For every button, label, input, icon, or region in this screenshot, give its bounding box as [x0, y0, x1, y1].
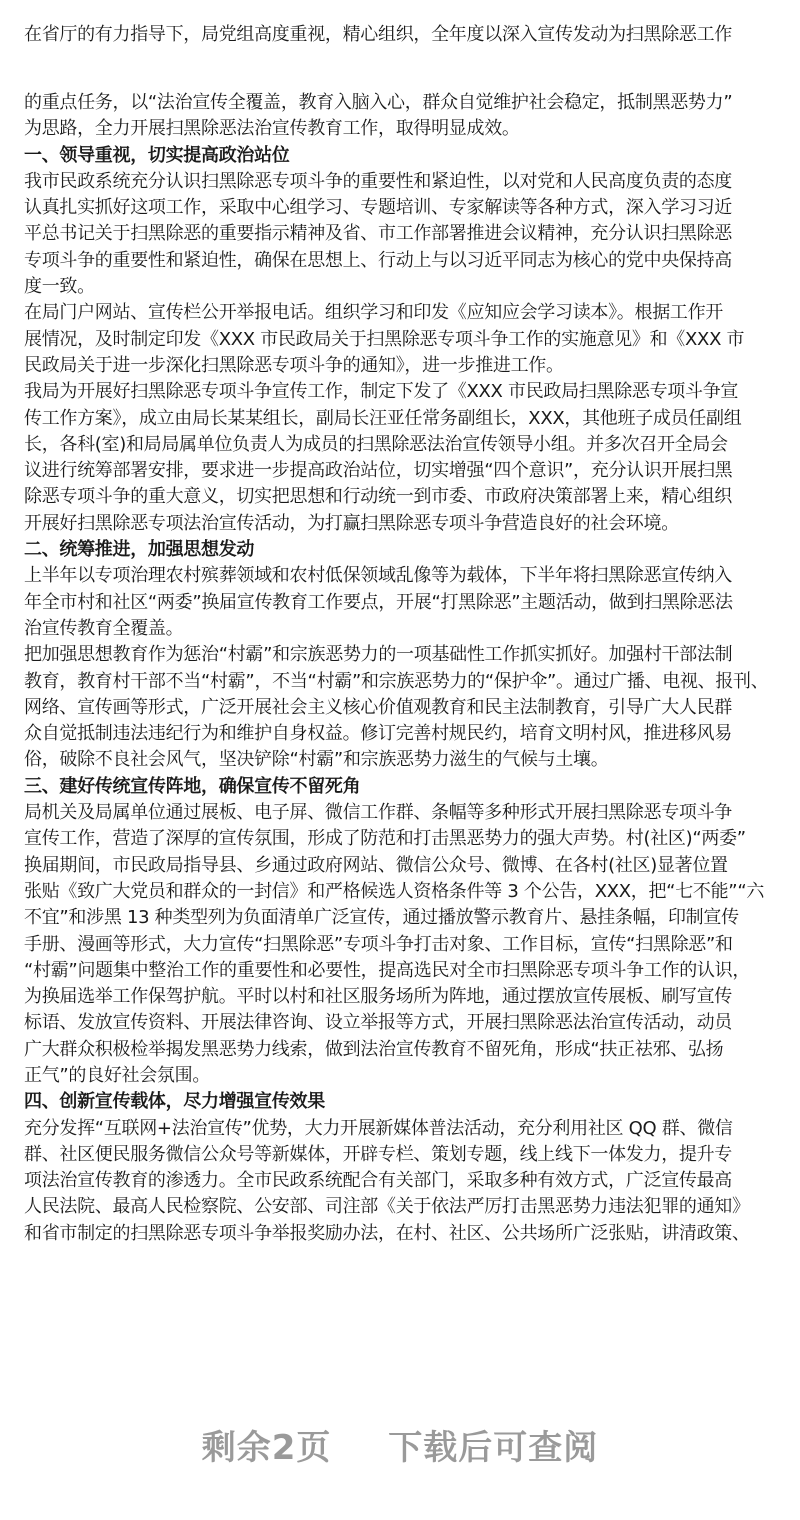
- paragraph: [0, 300, 768, 379]
- text-line: 我局为开展好扫黑除恶专项斗争宣传工作，制定下发了《XXX 市民政局扫黑除恶专项斗争宣: [24, 381, 739, 403]
- section-heading: [0, 774, 768, 800]
- text-line: 张贴《致广大党员和群众的一封信》和严格候选人资格条件等 3 个公告，XXX，把“七不能”“六: [24, 880, 765, 902]
- text-line: 不宜”和涉黑 13 种类型列为负面清单广泛宣传，通过播放警示教育片、悬挂条幅，印制宣传: [24, 907, 739, 929]
- text-line: 项法治宣传教育的渗透力。全市民政系统配合有关部门，采取多种有效方式，广泛宣传最高: [24, 1170, 732, 1192]
- text-line: 宣传工作，营造了深厚的宣传氛围，形成了防范和打击黑恶势力的强大声势。村(社区)“两委”: [24, 828, 746, 850]
- text-line: 在省厅的有力指导下，局党组高度重视，精心组织，全年度以深入宣传发动为扫黑除恶工作: [24, 24, 732, 45]
- text-line: 平总书记关于扫黑除恶的重要指示精神及省、市工作部署推进会议精神，充分认识扫黑除恶: [24, 223, 732, 245]
- heading-text: 四、创新宣传载体，尽力增强宣传效果: [24, 1091, 325, 1113]
- paragraph: [0, 642, 768, 773]
- text-line: 人民法院、最高人民检察院、公安部、司注部《关于依法严厉打击黑恶势力违法犯罪的通知》: [24, 1196, 750, 1218]
- text-line: 标语、发放宣传资料、开展法律咨询、设立举报等方式，开展扫黑除恶法治宣传活动，动员: [24, 1012, 732, 1034]
- download-prompt[interactable]: 下载后可查阅: [388, 1428, 599, 1468]
- text-line: 网络、宣传画等形式，广泛开展社会主义核心价值观教育和民主法制教育，引导广大人民群: [24, 696, 732, 718]
- text-line: 为换届选举工作保驾护航。平时以村和社区服务场所为阵地，通过摆放宣传展板、刷写宣传: [24, 986, 732, 1008]
- text-line: 众自觉抵制违法违纪行为和维护自身权益。修订完善村规民约，培育文明村风，推进移风易: [24, 723, 732, 745]
- remaining-pages-label: 剩余2页: [201, 1428, 332, 1468]
- preview-footer[interactable]: [0, 1420, 800, 1469]
- text-line: 民政局关于进一步深化扫黑除恶专项斗争的通知》，进一步推进工作。: [24, 354, 564, 376]
- text-line: 俗，破除不良社会风气，坚决铲除“村霸”和宗族恶势力滋生的气候与土壤。: [24, 749, 609, 771]
- document-body: [0, 90, 768, 1247]
- text-line: 为思路，全力开展扫黑除恶法治宣传教育工作，取得明显成效。: [24, 118, 520, 140]
- text-line: 手册、漫画等形式，大力宣传“扫黑除恶”专项斗争打击对象、工作目标，宣传“扫黑除恶”和: [24, 933, 733, 955]
- section-heading: [0, 143, 768, 169]
- text-line: 开展好扫黑除恶专项法治宣传活动，为打赢扫黑除恶专项斗争营造良好的社会环境。: [24, 512, 679, 534]
- text-line: 我市民政系统充分认识扫黑除恶专项斗争的重要性和紧迫性，以对党和人民高度负责的态度: [24, 170, 732, 192]
- section-heading: [0, 537, 768, 563]
- top-fragment: [0, 22, 732, 48]
- text-line: 认真扎实抓好这项工作，采取中心组学习、专题培训、专家解读等各种方式，深入学习习近: [24, 197, 732, 219]
- text-line: 年全市村和社区“两委”换届宣传教育工作要点，开展“打黑除恶”主题活动，做到扫黑除恶法: [24, 591, 733, 613]
- section-heading: [0, 1089, 768, 1115]
- text-line: 广大群众积极检举揭发黑恶势力线索，做到法治宣传教育不留死角，形成“扶正祛邪、弘扬: [24, 1038, 724, 1060]
- paragraph: [0, 800, 768, 1089]
- text-line: 治宣传教育全覆盖。: [24, 617, 184, 639]
- text-line: 除恶专项斗争的重大意义，切实把思想和行动统一到市委、市政府决策部署上来，精心组织: [24, 486, 732, 508]
- paragraph: [0, 169, 768, 300]
- heading-text: 一、领导重视，切实提高政治站位: [24, 144, 290, 166]
- text-line: 度一致。: [24, 276, 95, 298]
- text-line: 群、社区便民服务微信公众号等新媒体，开辟专栏、策划专题，线上线下一体发力，提升专: [24, 1143, 732, 1165]
- text-line: 在局门户网站、宣传栏公开举报电话。组织学习和印发《应知应会学习读本》。根据工作开: [24, 302, 723, 324]
- text-line: 传工作方案》，成立由局长某某组长，副局长汪亚任常务副组长，XXX，其他班子成员任副组: [24, 407, 742, 429]
- text-line: 换届期间，市民政局指导县、乡通过政府网站、微信公众号、微博、在各村(社区)显著位置: [24, 854, 728, 876]
- text-line: 上半年以专项治理农村殡葬领域和农村低保领域乱像等为载体，下半年将扫黑除恶宣传纳入: [24, 565, 732, 587]
- text-line: 局机关及局属单位通过展板、电子屏、微信工作群、条幅等多种形式开展扫黑除恶专项斗争: [24, 802, 732, 824]
- text-line: 把加强思想教育作为惩治“村霸”和宗族恶势力的一项基础性工作抓实抓好。加强村干部法制: [24, 644, 733, 666]
- text-line: 和省市制定的扫黑除恶专项斗争举报奖励办法，在村、社区、公共场所广泛张贴，讲清政策、: [24, 1222, 750, 1244]
- heading-text: 二、统筹推进，加强思想发动: [24, 539, 255, 561]
- text-line: 教育，教育村干部不当“村霸”，不当“村霸”和宗族恶势力的“保护伞”。通过广播、电视、报刊、: [24, 670, 769, 692]
- text-line: “村霸”问题集中整治工作的重要性和必要性，提高选民对全市扫黑除恶专项斗争工作的认识，: [24, 959, 751, 981]
- text-line: 展情况，及时制定印发《XXX 市民政局关于扫黑除恶专项斗争工作的实施意见》和《XXX 市: [24, 328, 745, 350]
- text-line: 议进行统筹部署安排，要求进一步提高政治站位，切实增强“四个意识”，充分认识开展扫黑: [24, 460, 733, 482]
- text-line: 正气”的良好社会氛围。: [24, 1064, 211, 1086]
- text-line: 长，各科(室)和局局属单位负责人为成员的扫黑除恶法治宣传领导小组。并多次召开全局会: [24, 433, 728, 455]
- heading-text: 三、建好传统宣传阵地，确保宣传不留死角: [24, 775, 361, 797]
- paragraph: [0, 379, 768, 537]
- text-line: 专项斗争的重要性和紧迫性，确保在思想上、行动上与以习近平同志为核心的党中央保持高: [24, 249, 732, 271]
- paragraph: [0, 1116, 768, 1247]
- paragraph: [0, 563, 768, 642]
- paragraph: [0, 90, 768, 143]
- text-line: 的重点任务，以“法治宣传全覆盖，教育入脑入心，群众自觉维护社会稳定，抵制黑恶势力”: [24, 92, 733, 113]
- text-line: 充分发挥“互联网+法治宣传”优势，大力开展新媒体普法活动，充分利用社区 QQ 群、微信: [24, 1117, 733, 1139]
